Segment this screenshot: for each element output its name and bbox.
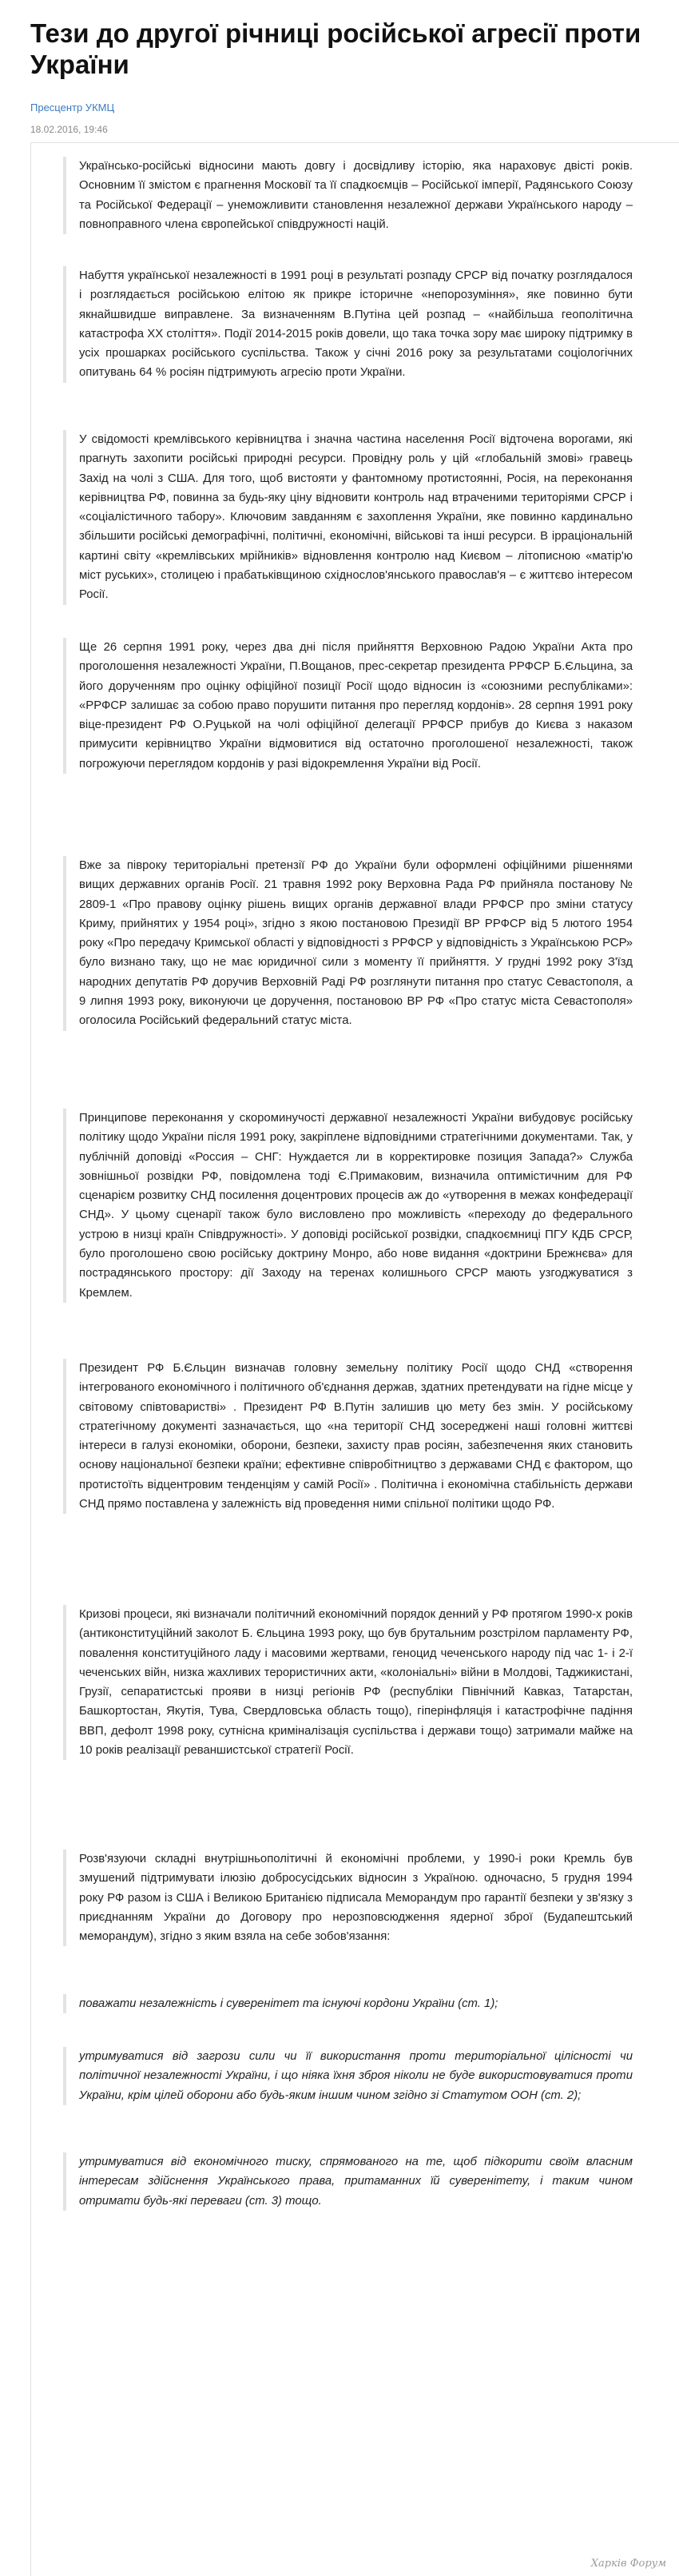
paragraph-block — [63, 1109, 633, 1303]
paragraph: У свідомості кремлівського керівництва і значна частина населення Росії відточена ворогами, які прагнуть захопити російські природні ресурси. Провідну роль у цій «глобальній змові» гравець Захід на чолі з США. Для того, щоб вистояти у фантомному протистоянні, Росія, на переконання керівництва РФ, повинна за будь-яку ціну відновити контроль над втраченими територіями СРСР і «соціалістичного табору». Ключовим завданням є захоплення України, яке повинно кардинально збільшити російські демографічні, політичні, економічні, військові та інші ресурси. В ірраціональній картині світу «кремлівських мрійників» відновлення контролю над Києвом – літописною «матір'ю міст руських», столицею і прабатьківщиною східнослов'янського православ'я – є життєво інтересом Росії. — [79, 433, 633, 602]
paragraph: Принципове переконання у скороминучості державної незалежності України вибудовує російську політику щодо України після 1991 року, закріплене відповідними стратегічними документами. Так, у публічній доповіді «Россия – СНГ: Нуждается ли в корректировке позиция Запада?» Служба зовнішньої розвідки РФ, повідомлена тоді Є.Примаковим, визначила оптимістичним для РФ сценарієм розвитку СНД посилення доцентрових процесів аж до «утворення в межах конфедерації СНД». У цьому сценарії також було висловлено про можливість «переходу до федерального устрою в низці країн Співдружності». У доповіді російської розвідки, спадкоємниці ПГУ КДБ СРСР, було проголошено свою російську доктрину Монро, або нове видання «доктрини Брежнєва» для пострадянського простору: дії Заходу на теренах колишнього СРСР мають узгоджуватися з Кремлем. — [79, 1112, 633, 1300]
page-title: Тези до другої річниці російської агресії проти України — [30, 18, 641, 79]
quote-item: утримуватися від загрози сили чи її використання проти територіальної цілісності чи політичної незалежності України, і що ніяка їхня зброя ніколи не буде використовуватися проти України, крім цілей оборони або будь-яким іншим чином згідно зі Статутом ООН (ст. 2); — [79, 2050, 633, 2102]
paragraph-block — [63, 157, 633, 234]
quote-block — [63, 2152, 633, 2211]
quote-block — [63, 2047, 633, 2105]
paragraph: Вже за півроку територіальні претензії РФ до України були оформлені офіційними рішеннями вищих державних органів Росії. 21 травня 1992 року Верховна Рада РФ прийняла постанову № 2809-1 «Про правову оцінку рішень вищих органів державної влади РРФСР про зміни статусу Криму, прийнятих у 1954 році», згідно з якою постановою Президії ВР РРФСР від 5 лютого 1954 року «Про передачу Кримської області у відповідності з РРФСР у відповідність з Українською РСР» було визнано таку, що не має юридичної сили з моменту її прийняття. У грудні 1992 року З'їзд народних депутатів РФ доручив Верховній Раді РФ розглянути питання про статус Севастополя, а 9 липня 1993 року, виконуючи це доручення, постановою ВР РФ «Про статус міста Севастополя» оголосила Російський федеральний статус міста. — [79, 859, 633, 1028]
paragraph: Ще 26 серпня 1991 року, через два дні після прийняття Верховною Радою України Акта про проголошення незалежності України, П.Вощанов, прес-секретар президента РРФСР Б.Єльцина, за його дорученням про оцінку офіційної позиції Росії щодо відносин із «союзними республіками»: «РРФСР залишає за собою право порушити питання про перегляд кордонів». 28 серпня 1991 року віце-президент РФ О.Руцькой на чолі офіційної делегації РРФСР прибув до Києва з наказом примусити керівництво України відмовитися від остаточно проголошеної незалежності, також погрожуючи переглядом кордонів у разі відокремлення України від Росії. — [79, 641, 633, 770]
publish-date: 18.02.2016, 19:46 — [30, 124, 108, 135]
quote-item: поважати незалежність і суверенітет та існуючі кордони України (ст. 1); — [79, 1997, 498, 2010]
footer-logo[interactable]: Харків Форум — [590, 2558, 666, 2570]
paragraph-block — [63, 266, 633, 383]
paragraph: Українсько-російські відносини мають довгу і досвідливу історію, яка нараховує двісті років. Основним її змістом є прагнення Московії та її спадкоємців – Російської імперії, Радянського Союзу та Російської Федерації – унеможливити становлення незалежної держави Українського народу – повноправного члена європейської співдружності націй. — [79, 160, 633, 231]
paragraph: Набуття української незалежності в 1991 році в результаті розпаду СРСР від початку розглядалося і розглядається російською елітою як прикре історичне «непорозуміння», яке повинно бути якнайшвидше виправлене. За визначенням В.Путіна цей розпад – «найбільша геополітична катастрофа ХХ століття». Події 2014-2015 років довели, що така точка зору має широку підтримку в усіх прошарках російського суспільства. Також у січні 2016 року за результатами соціологічних опитувань 64 % росіян підтримують агресію проти України. — [79, 269, 633, 380]
paragraph: Кризові процеси, які визначали політичний економічний порядок денний у РФ протягом 1990-х років (антиконституційний заколот Б. Єльцина 1993 року, що був брутальним розстрілом парламенту РФ, повалення конституційного ладу і масовими жертвами, геноцид чеченського народу під час 1- і 2-ї чеченських війн, низка жахливих терористичних акти, «колоніальні» війни в Молдові, Таджикистані, Грузії, сепаратистські прояви в низці регіонів РФ (республіки Північний Кавказ, Татарстан, Башкортостан, Якутія, Тува, Свердловська область тощо), гіперінфляція і катастрофічне падіння ВВП, дефолт 1998 року, сутнісна криміналізація суспільства і держави тощо) затримали майже на 10 років реалізації реваншистської стратегії Росії. — [79, 1608, 633, 1758]
paragraph-block — [63, 1605, 633, 1760]
quote-block — [63, 1994, 633, 2013]
paragraph: Розв'язуючи складні внутрішньополітичні й економічні проблеми, у 1990-і роки Кремль був змушений підтримувати ілюзію добросусідських відносин з Україною. одночасно, 5 грудня 1994 року РФ разом із США і Великою Британією підписала Меморандум про гарантії безпеки у зв'язку з приєднанням України до Договору про нерозповсюдження ядерної зброї (Будапештський меморандум), згідно з яким взяла на себе зобов'язання: — [79, 1853, 633, 1944]
paragraph: Президент РФ Б.Єльцин визначав головну земельну політику Росії щодо СНД «створення інтегрованого економічного і політичного об'єднання держав, здатних претендувати на гідне місце у світовому співтоваристві» . Президент РФ В.Путін залишив цю мету без змін. У російському стратегічному документі зазначається, що «на території СНД зосереджені наші головні життєві інтереси в галузі економіки, оборони, безпеки, захисту прав росіян, забезпечення яких становить основу національної безпеки країни; ефективне співробітництво з державами СНД є фактором, що протистоїть відцентровим тенденціям у самій Росії» . Політична і економічна стабільність держави СНД прямо поставлена у залежність від проведення ними спільної політики щодо РФ. — [79, 1362, 633, 1511]
paragraph-block — [63, 1359, 633, 1514]
article-header — [0, 0, 679, 135]
paragraph-block — [63, 1849, 633, 1946]
author-link[interactable]: Пресцентр УКМЦ — [30, 102, 115, 113]
paragraph-block — [63, 856, 633, 1031]
paragraph-block — [63, 638, 633, 774]
quote-item: утримуватися від економічного тиску, спрямованого на те, щоб підкорити своїм власним інтересам здійснення Українського права, притаманних їй суверенітету, і таким чином отримати будь-які переваги (ст. 3) тощо. — [79, 2156, 633, 2208]
paragraph-block — [63, 430, 633, 605]
